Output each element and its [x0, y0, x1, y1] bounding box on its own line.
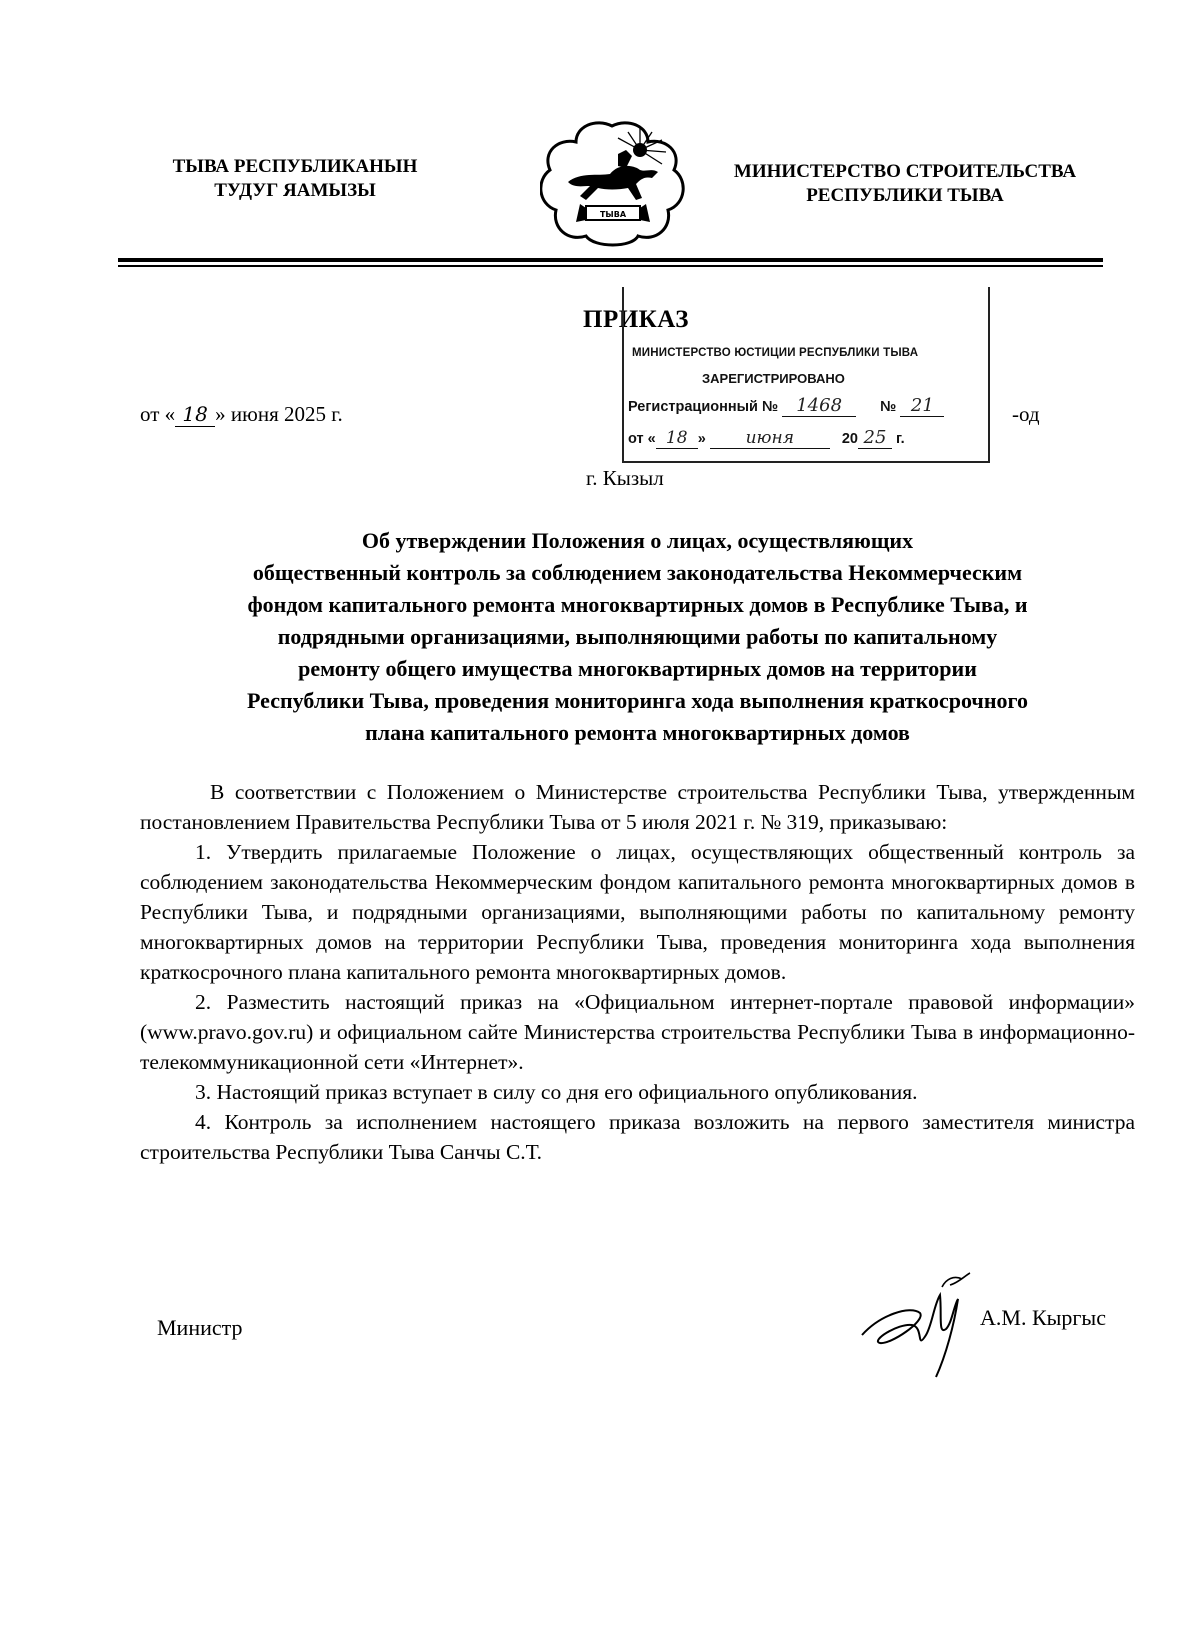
- clause-paragraph-3: 3. Настоящий приказ вступает в силу со дня его официального опубликования.: [195, 1080, 918, 1104]
- header-left-line2: ТУДУГ ЯАМЫЗЫ: [214, 180, 376, 201]
- header-right: [705, 160, 1105, 208]
- header-left-line1: ТЫВА РЕСПУБЛИКАНЫН: [172, 156, 418, 177]
- tuva-coat-of-arms-icon: [540, 120, 685, 248]
- header-right-line1: МИНИСТЕРСТВО СТРОИТЕЛЬСТВА: [733, 161, 1077, 182]
- stamp-date-label: от «: [628, 431, 656, 447]
- order-title: ПРИКАЗ: [583, 306, 689, 333]
- title-line: Об утверждении Положения о лицах, осуществляющих: [361, 528, 914, 553]
- registration-stamp: [622, 287, 990, 463]
- stamp-year-suffix: 25: [858, 427, 892, 449]
- order-date-day: 18: [175, 402, 215, 427]
- stamp-date-end: г.: [896, 431, 905, 447]
- title-line: Республики Тыва, проведения мониторинга хода выполнения краткосрочного: [247, 688, 1028, 713]
- signature-role: Министр: [157, 1315, 243, 1340]
- title-line: подрядными организациями, выполняющими работы по капитальному: [277, 624, 998, 649]
- document-title: [140, 525, 1135, 749]
- stamp-no-value: 21: [900, 395, 944, 417]
- stamp-registered: ЗАРЕГИСТРИРОВАНО: [702, 371, 845, 386]
- order-city: г. Кызыл: [586, 466, 664, 490]
- stamp-no-label: №: [880, 399, 897, 415]
- title-line: ремонту общего имущества многоквартирных домов на территории: [298, 656, 977, 681]
- stamp-ministry: МИНИСТЕРСТВО ЮСТИЦИИ РЕСПУБЛИКИ ТЫВА: [632, 347, 919, 359]
- document-body: [140, 777, 1135, 1167]
- stamp-date-row: от « 18 » июня 20 25 г.: [628, 427, 905, 448]
- handwritten-signature-icon: [850, 1265, 980, 1380]
- clause-paragraph-1: 1. Утвердить прилагаемые Положение о лицах, осуществляющих общественный контроль за соблюдением законодательства Некоммерческим фондом капитального ремонта многоквартирных домов в Республики Тыва, и подрядными организациями, выполняющими работы по капитальному ремонту многоквартирных домов на территории Республики Тыва, проведения мониторинга хода выполнения краткосрочного плана капитального ремонта многоквартирных домов.: [140, 840, 1135, 984]
- order-date: [140, 402, 343, 427]
- stamp-reg-row: [628, 395, 944, 417]
- header-divider-thin: [118, 265, 1103, 267]
- header-divider-thick: [118, 258, 1103, 262]
- clause-paragraph-2: 2. Разместить настоящий приказ на «Официальном интернет-портале правовой информации» (www.pravo.gov.ru) и официальном сайте Министерства строительства Республики Тыва в информационно-телекоммуникационной сети «Интернет».: [140, 990, 1135, 1074]
- stamp-date-month: июня: [710, 428, 830, 449]
- title-line: общественный контроль за соблюдением законодательства Некоммерческим: [252, 560, 1023, 585]
- preamble-paragraph: В соответствии с Положением о Министерстве строительства Республики Тыва, утвержденным постановлением Правительства Республики Тыва от 5 июля 2021 г. № 319, приказываю:: [140, 780, 1135, 834]
- stamp-reg-label: Регистрационный №: [628, 399, 779, 415]
- signature-name: А.М. Кыргыс: [980, 1305, 1106, 1330]
- clause-paragraph-4: 4. Контроль за исполнением настоящего приказа возложить на первого заместителя министра строительства Республики Тыва Санчы С.Т.: [140, 1110, 1135, 1164]
- emblem-banner-text: ТЫВА: [599, 210, 627, 219]
- order-date-suffix: » июня 2025 г.: [215, 402, 343, 426]
- title-line: фондом капитального ремонта многоквартирных домов в Республике Тыва, и: [247, 592, 1028, 617]
- order-number-suffix: -од: [1012, 402, 1040, 426]
- title-line: плана капитального ремонта многоквартирных домов: [365, 720, 910, 745]
- stamp-year-prefix: 20: [841, 431, 858, 447]
- header-left: [160, 155, 430, 203]
- header-right-line2: РЕСПУБЛИКИ ТЫВА: [806, 185, 1004, 206]
- order-date-prefix: от «: [140, 402, 176, 426]
- stamp-date-day: 18: [656, 428, 698, 449]
- stamp-reg-number: 1468: [782, 395, 856, 417]
